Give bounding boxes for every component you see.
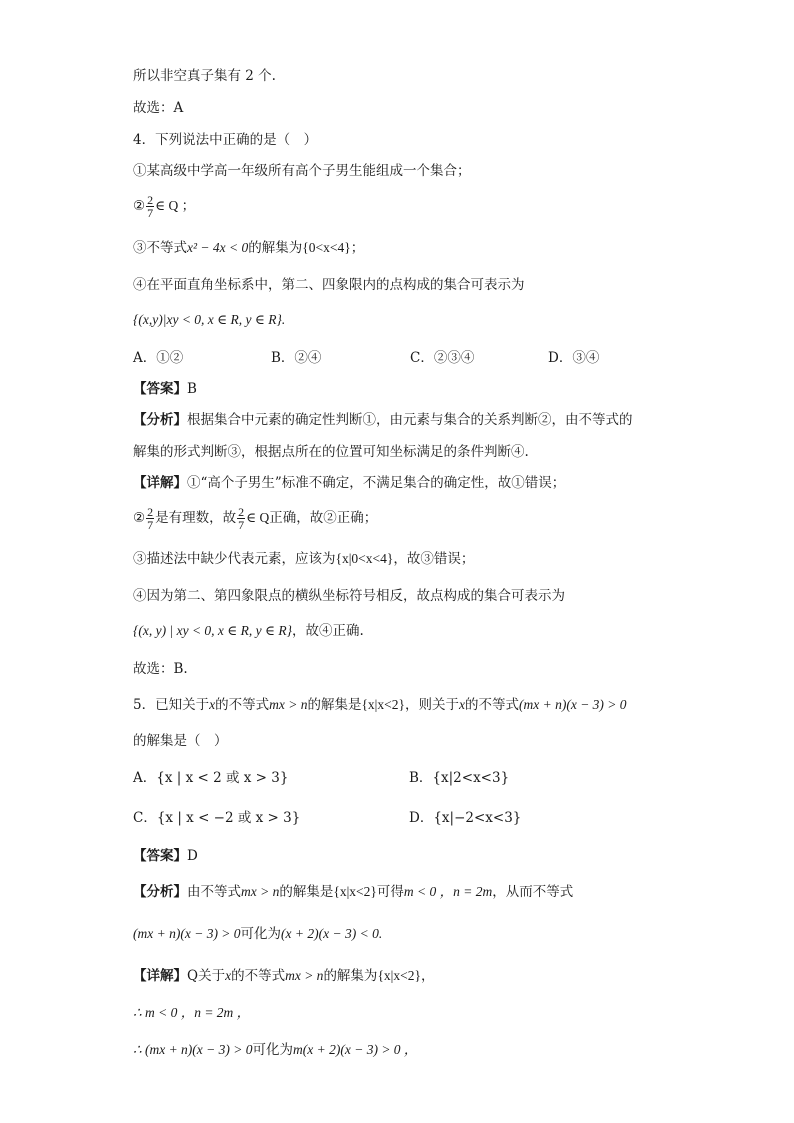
- q5-stem-2: 的解集是（ ）: [133, 733, 228, 749]
- fraction-2-7-b: [237, 506, 245, 531]
- q4-detail-2: [133, 506, 377, 531]
- an-1b: mx > n: [241, 884, 280, 899]
- de-1e: 的解集为: [323, 968, 378, 984]
- stem-1: 5．已知关于: [133, 697, 210, 713]
- de-3a: ∴ (mx + n)(x − 3) > 0: [133, 1042, 253, 1057]
- analysis-tag: 【分析】: [133, 412, 187, 428]
- fraction-2-7: [146, 194, 154, 219]
- q4-detail-1: [133, 473, 565, 493]
- detail-3-prefix: ③描述法中缺少代表元素，应该为: [133, 551, 336, 567]
- q5-analysis-2: [133, 924, 382, 944]
- detail-2-prefix: ②: [133, 510, 146, 526]
- s3-math: x² − 4x < 0: [187, 240, 249, 255]
- s3-end: ；: [350, 240, 365, 256]
- q5-detail-2: ∴ m < 0 ，n = 2m ，: [133, 1005, 251, 1020]
- s2-suffix: ∈ Q ；: [155, 198, 196, 213]
- stem-3: 的解集是: [307, 697, 362, 713]
- frac-num: 2: [238, 505, 245, 519]
- detail-tag: 【详解】: [133, 968, 187, 984]
- q5-answer: [133, 846, 198, 866]
- detail-2-mid: 是有理数，故: [155, 510, 237, 526]
- an-2a: (mx + n)(x − 3) > 0: [133, 926, 241, 941]
- q5-option-b: B．{x|2<x<3}: [409, 770, 510, 786]
- answer-tag: 【答案】: [133, 848, 187, 864]
- stem-set: {x|x<2}: [361, 697, 405, 712]
- stem-2: 的不等式: [215, 697, 270, 713]
- an-2c: (x + 2)(x − 3) < 0.: [281, 926, 383, 941]
- q4-analysis-2: 解集的形式判断③，根据点所在的位置可知坐标满足的条件判断④.: [133, 444, 529, 460]
- q5-stem-1: [133, 695, 627, 715]
- frac-den: 7: [147, 518, 154, 532]
- s3-mid: 的解集为: [248, 240, 303, 256]
- q5-option-a: A．{x | x < 2 或 x > 3}: [133, 770, 289, 786]
- fraction-2-7: [146, 506, 154, 531]
- q4-option-c: C．②③④: [410, 350, 475, 366]
- de-3c: m(x + 2)(x − 3) > 0 ，: [293, 1042, 418, 1057]
- stem-4: ，则关于: [404, 697, 459, 713]
- answer-tag: 【答案】: [133, 381, 187, 397]
- q5-option-d: D．{x|−2<x<3}: [409, 810, 522, 826]
- an-1g: ，从而不等式: [492, 884, 574, 900]
- frac-den: 7: [238, 518, 245, 532]
- intro-line-1: 所以非空真子集有 2 个.: [133, 68, 276, 84]
- de-1f: {x|x<2}: [377, 968, 421, 983]
- de-1d: mx > n: [285, 968, 324, 983]
- q4-answer: [133, 379, 197, 399]
- frac-num: 2: [147, 193, 154, 207]
- q4-stem: 4．下列说法中正确的是（ ）: [133, 132, 318, 148]
- de-1g: ，: [420, 968, 435, 984]
- detail-5-suffix: ，故④正确.: [292, 623, 364, 639]
- q5-analysis-1: [133, 882, 573, 902]
- an-1e: 可得: [376, 884, 404, 900]
- q4-statement-4: ④在平面直角坐标系中，第二、四象限内的点构成的集合可表示为: [133, 277, 525, 293]
- analysis-text-1: 根据集合中元素的确定性判断①，由元素与集合的关系判断②，由不等式的: [187, 412, 633, 428]
- q4-detail-4: ④因为第二、第四象限点的横纵坐标符号相反，故点构成的集合可表示为: [133, 588, 565, 604]
- q4-statement-4-set: {(x,y)|xy < 0, x ∈ R, y ∈ R}.: [133, 312, 286, 327]
- frac-den: 7: [147, 206, 154, 220]
- q4-option-b: B．②④: [271, 350, 322, 366]
- q4-detail-3: [133, 549, 474, 569]
- frac-num: 2: [147, 505, 154, 519]
- de-1a: Q关于: [187, 968, 226, 984]
- detail-text-1: ①“高个子男生”标准不确定，不满足集合的确定性，故①错误；: [187, 475, 566, 491]
- an-1d: {x|x<2}: [333, 884, 377, 899]
- de-1b: x: [225, 968, 232, 983]
- detail-5-set: {(x, y) | xy < 0, x ∈ R, y ∈ R}: [133, 623, 293, 638]
- s2-prefix: ②: [133, 198, 146, 214]
- an-2b: 可化为: [240, 926, 282, 942]
- answer-value: D: [187, 848, 198, 864]
- s3-prefix: ③不等式: [133, 240, 187, 256]
- q5-detail-1: [133, 966, 434, 986]
- intro-line-2: 故选：A: [133, 100, 184, 116]
- q4-option-d: D．③④: [548, 350, 600, 366]
- an-1c: 的解集是: [279, 884, 334, 900]
- q4-conclusion: 故选：B.: [133, 661, 188, 677]
- q4-analysis-1: [133, 410, 633, 430]
- analysis-tag: 【分析】: [133, 884, 187, 900]
- stem-5: 的不等式: [464, 697, 519, 713]
- stem-ineq: mx > n: [269, 697, 308, 712]
- answer-value: B: [187, 381, 197, 397]
- detail-2-in: ∈ Q: [246, 510, 270, 525]
- q4-option-a: A．①②: [133, 350, 184, 366]
- an-1f: m < 0 ，n = 2m: [403, 884, 493, 899]
- stem-ineq-2: (mx + n)(x − 3) > 0: [518, 697, 627, 712]
- q5-detail-3: [133, 1040, 417, 1060]
- q4-statement-2: [133, 194, 195, 219]
- detail-3-suffix: ，故③错误；: [393, 551, 475, 567]
- detail-2-suffix: 正确，故②正确；: [269, 510, 378, 526]
- an-1a: 由不等式: [187, 884, 241, 900]
- q4-statement-3: [133, 238, 364, 258]
- detail-3-set: {x|0<x<4}: [335, 551, 394, 566]
- s3-set: {0<x<4}: [302, 240, 351, 255]
- stem-x: x: [209, 697, 216, 712]
- stem-x-2: x: [458, 697, 465, 712]
- de-3b: 可化为: [252, 1042, 294, 1058]
- detail-tag: 【详解】: [133, 475, 187, 491]
- q4-detail-5: [133, 621, 364, 641]
- q5-option-c: C．{x | x < −2 或 x > 3}: [133, 810, 301, 826]
- de-1c: 的不等式: [231, 968, 286, 984]
- q4-statement-1: ①某高级中学高一年级所有高个子男生能组成一个集合；: [133, 163, 471, 179]
